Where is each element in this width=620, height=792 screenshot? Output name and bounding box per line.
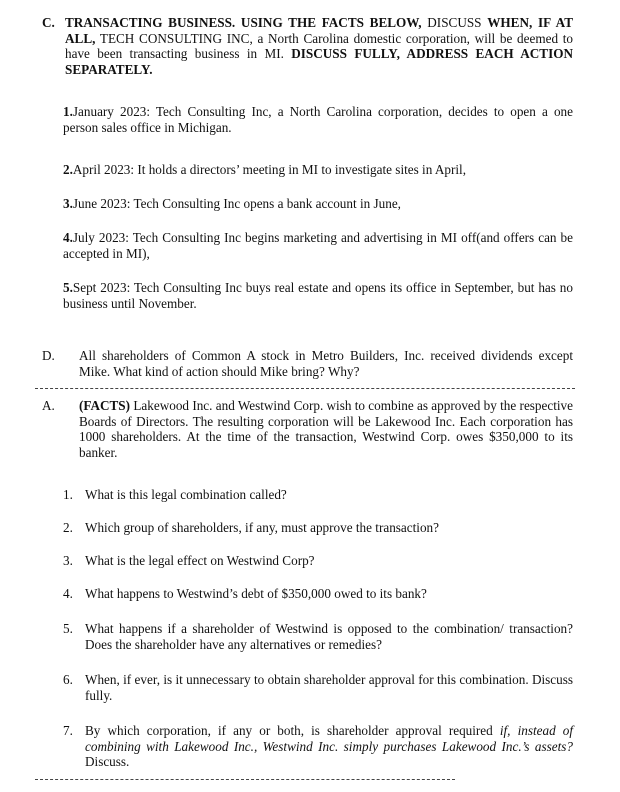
- item-text: Sept 2023: Tech Consulting Inc buys real estate and opens its office in September, but has no business until November.: [63, 280, 573, 311]
- section-d-label: D.: [42, 348, 55, 363]
- question-2-text: Which group of shareholders, if any, must approve the transaction?: [85, 520, 439, 535]
- question-6-text: When, if ever, is it unnecessary to obtain shareholder approval for this combination. Discuss fully.: [85, 672, 573, 703]
- bottom-divider-line: [35, 779, 455, 780]
- question-1-text: What is this legal combination called?: [85, 487, 287, 502]
- facts-label: (FACTS): [79, 398, 131, 413]
- question-4-number: 4.: [63, 586, 73, 601]
- question-4-text: What happens to Westwind’s debt of $350,000 owed to its bank?: [85, 586, 427, 601]
- section-c-heading-part4: TECH CONSULTING INC, a North Carolina domestic corporation, will be deemed to have been transacting business in MI.: [65, 30, 573, 61]
- section-c-item-3: [63, 196, 573, 212]
- question-5-text: What happens if a shareholder of Westwind is opposed to the combination/ transaction? Does the shareholder have any alternatives or remedies?: [85, 621, 573, 652]
- item-number: 1.: [63, 104, 73, 119]
- question-6-number: 6.: [63, 672, 73, 687]
- section-c-heading-part5: DISCUSS FULLY, ADDRESS EACH ACTION SEPARATELY.: [65, 46, 573, 77]
- question-5-number: 5.: [63, 621, 73, 636]
- item-number: 5.: [63, 280, 73, 295]
- section-c-item-2: [63, 162, 573, 178]
- section-c-item-4: [63, 230, 573, 261]
- question-3-number: 3.: [63, 553, 73, 568]
- q7-text-before: By which corporation, if any or both, is shareholder approval required: [85, 723, 493, 738]
- question-3-text: What is the legal effect on Westwind Corp?: [85, 553, 315, 568]
- question-7-text: [85, 723, 573, 770]
- section-c-heading-part3: WHEN, IF AT ALL,: [65, 15, 574, 46]
- item-text: July 2023: Tech Consulting Inc begins marketing and advertising in MI off(and offers can be accepted in MI),: [63, 230, 573, 261]
- section-c-heading: [65, 15, 573, 77]
- item-number: 3.: [63, 196, 73, 211]
- section-a-label: A.: [42, 398, 55, 413]
- q7-text-after: Discuss.: [85, 754, 130, 769]
- section-c-item-5: [63, 280, 573, 311]
- item-text: January 2023: Tech Consulting Inc, a North Carolina corporation, decides to open a one person sales office in Michigan.: [63, 104, 573, 135]
- section-d-text: All shareholders of Common A stock in Metro Builders, Inc. received dividends except Mike. What kind of action should Mike bring? Why?: [79, 348, 573, 379]
- facts-text: Lakewood Inc. and Westwind Corp. wish to combine as approved by the respective Boards of Directors. The resulting corporation will be Lakewood Inc. Each corporation has 1000 shareholders. At the time of the transaction, Westwind Corp. owes $350,000 to its banker.: [79, 398, 574, 460]
- item-text: June 2023: Tech Consulting Inc opens a bank account in June,: [72, 196, 401, 211]
- divider-line: [35, 388, 575, 389]
- section-c-heading-part2: DISCUSS: [427, 15, 482, 30]
- section-c-item-1: [63, 104, 573, 135]
- item-number: 2.: [63, 162, 73, 177]
- section-a-facts: [79, 398, 573, 460]
- item-number: 4.: [63, 230, 73, 245]
- section-c-label: C.: [42, 15, 55, 30]
- item-text: April 2023: It holds a directors’ meeting in MI to investigate sites in April,: [72, 162, 467, 177]
- question-1-number: 1.: [63, 487, 73, 502]
- question-7-number: 7.: [63, 723, 73, 738]
- q7-text-italic: if, instead of combining with Lakewood Inc., Westwind Inc. simply purchases Lakewood Inc.’s assets?: [85, 723, 574, 754]
- section-c-heading-part1: TRANSACTING BUSINESS. USING THE FACTS BELOW,: [65, 15, 422, 30]
- question-2-number: 2.: [63, 520, 73, 535]
